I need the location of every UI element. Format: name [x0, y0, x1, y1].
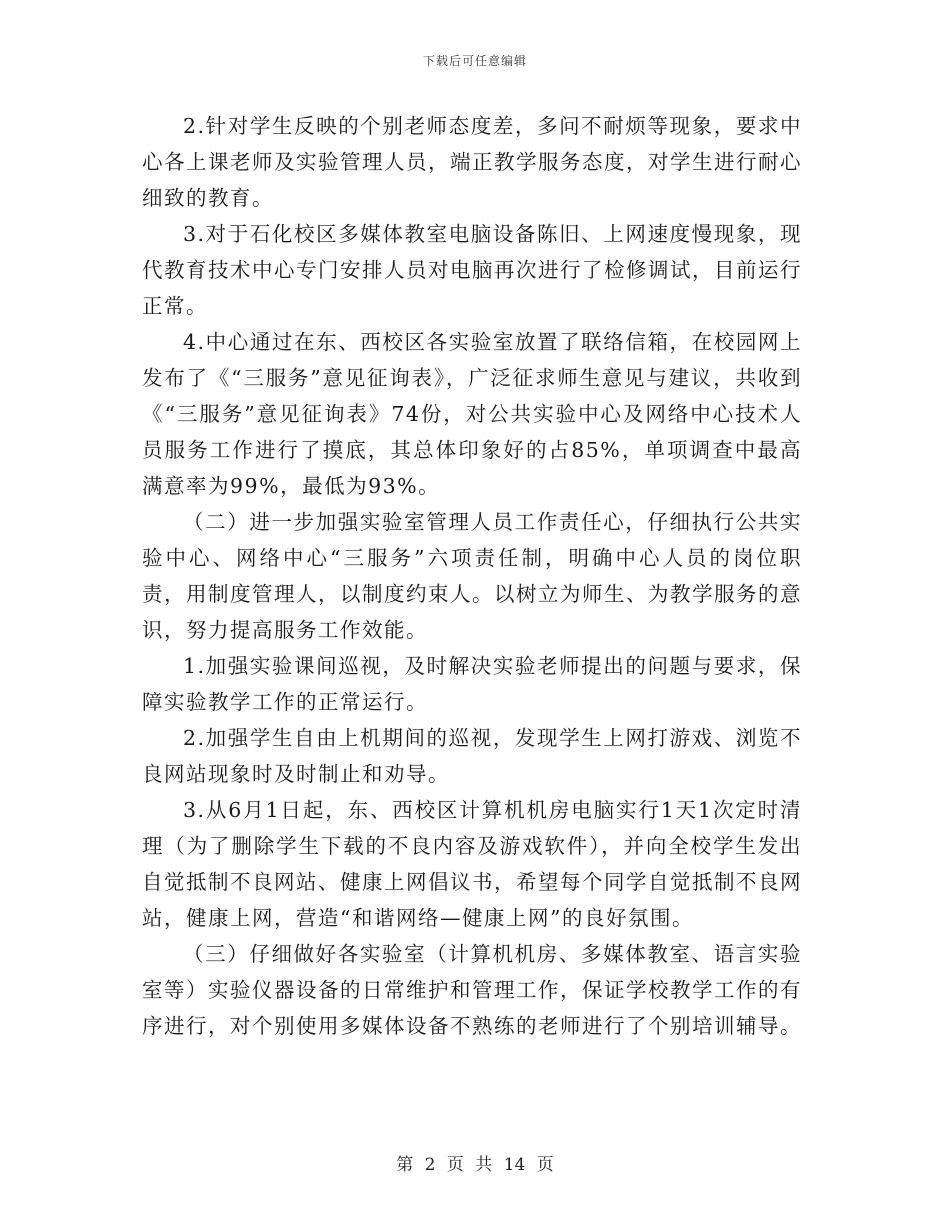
- page-header: 下载后可任意编辑: [422, 54, 527, 68]
- page-number: 第 2 页 共 14 页: [396, 1155, 554, 1175]
- paragraph: 4.中心通过在东、西校区各实验室放置了联络信箱，在校园网上发布了《“三服务”意见征询表》，广泛征求师生意见与建议，共收到《“三服务”意见征询表》74份，对公共实验中心及网络中心技术人员服务工作进行了摸底，其总体印象好的占85%，单项调查中最高满意率为99%，最低为93%。: [142, 330, 802, 498]
- paragraph: 3.对于石化校区多媒体教室电脑设备陈旧、上网速度慢现象，现代教育技术中心专门安排人员对电脑再次进行了检修调试，目前运行正常。: [142, 222, 802, 318]
- paragraph: 2.针对学生反映的个别老师态度差，多问不耐烦等现象，要求中心各上课老师及实验管理人员，端正教学服务态度，对学生进行耐心细致的教育。: [142, 114, 802, 210]
- paragraph: 1.加强实验课间巡视，及时解决实验老师提出的问题与要求，保障实验教学工作的正常运行。: [142, 654, 802, 714]
- paragraph: 2.加强学生自由上机期间的巡视，发现学生上网打游戏、浏览不良网站现象时及时制止和劝导。: [142, 726, 802, 786]
- document-body: [142, 108, 802, 1044]
- paragraph: 3.从6月1日起，东、西校区计算机机房电脑实行1天1次定时清理（为了删除学生下载的不良内容及游戏软件），并向全校学生发出自觉抵制不良网站、健康上网倡议书，希望每个同学自觉抵制不良网站，健康上网，营造“和谐网络—健康上网”的良好氛围。: [142, 798, 802, 930]
- paragraph: （三）仔细做好各实验室（计算机机房、多媒体教室、语言实验室等）实验仪器设备的日常维护和管理工作，保证学校教学工作的有序进行，对个别使用多媒体设备不熟练的老师进行了个别培训辅导。: [142, 942, 802, 1038]
- paragraph: （二）进一步加强实验室管理人员工作责任心，仔细执行公共实验中心、网络中心“三服务”六项责任制，明确中心人员的岗位职责，用制度管理人，以制度约束人。以树立为师生、为教学服务的意识，努力提高服务工作效能。: [142, 510, 802, 642]
